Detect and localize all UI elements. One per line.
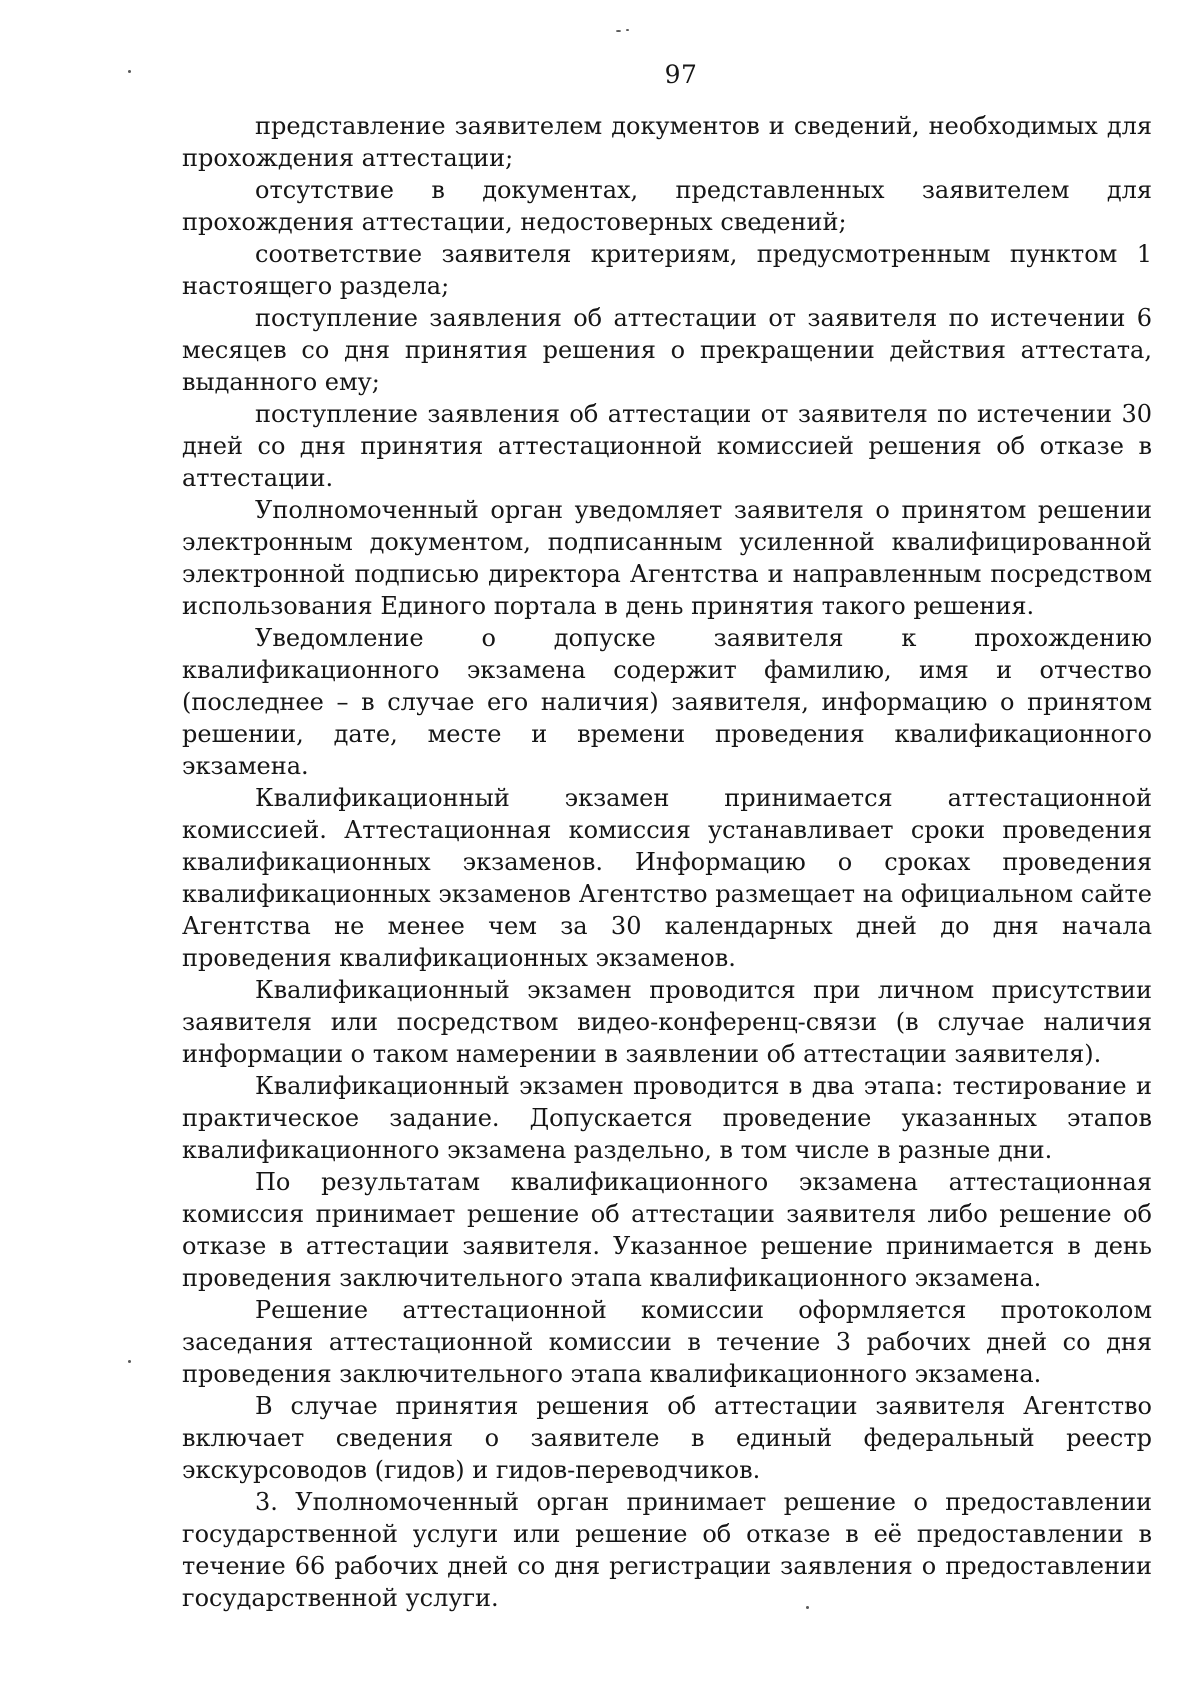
paragraph: поступление заявления об аттестации от заявителя по истечении 30 дней со дня принятия аттестационной комиссией решения об отказе в аттестации. xyxy=(182,400,1152,492)
paragraph: 3. Уполномоченный орган принимает решение о предоставлении государственной услуги или решение об отказе в её предоставлении в течение 66 рабочих дней со дня регистрации заявления о предоставлении государственной услуги. xyxy=(182,1488,1152,1612)
paragraph: Квалификационный экзамен принимается аттестационной комиссией. Аттестационная комиссия устанавливает сроки проведения квалификационных экзаменов. Информацию о сроках проведения квалификационных экзаменов Агентство размещает на официальном сайте Агентства не менее чем за 30 календарных дней до дня начала проведения квалификационных экзаменов. xyxy=(182,784,1152,972)
paragraph: отсутствие в документах, представленных заявителем для прохождения аттестации, недостоверных сведений; xyxy=(182,176,1152,236)
paragraph: Квалификационный экзамен проводится в два этапа: тестирование и практическое задание. Допускается проведение указанных этапов квалификационного экзамена раздельно, в том числе в разные дни. xyxy=(182,1072,1152,1164)
page-number: 97 xyxy=(664,60,698,89)
paragraph: По результатам квалификационного экзамена аттестационная комиссия принимает решение об аттестации заявителя либо решение об отказе в аттестации заявителя. Указанное решение принимается в день проведения заключительного этапа квалификационного экзамена. xyxy=(182,1168,1152,1292)
scan-speck xyxy=(616,30,621,32)
paragraph: В случае принятия решения об аттестации заявителя Агентство включает сведения о заявителе в единый федеральный реестр экскурсоводов (гидов) и гидов-переводчиков. xyxy=(182,1392,1152,1484)
paragraph: соответствие заявителя критериям, предусмотренным пунктом 1 настоящего раздела; xyxy=(182,240,1152,300)
document-body xyxy=(182,110,1152,1614)
scan-speck xyxy=(128,1360,131,1363)
paragraph: Квалификационный экзамен проводится при личном присутствии заявителя или посредством видео-конференц-связи (в случае наличия информации о таком намерении в заявлении об аттестации заявителя). xyxy=(182,976,1152,1068)
paragraph: Уведомление о допуске заявителя к прохождению квалификационного экзамена содержит фамилию, имя и отчество (последнее – в случае его наличия) заявителя, информацию о принятом решении, дате, месте и времени проведения квалификационного экзамена. xyxy=(182,624,1152,780)
paragraph: поступление заявления об аттестации от заявителя по истечении 6 месяцев со дня принятия решения о прекращении действия аттестата, выданного ему; xyxy=(182,304,1152,396)
paragraph: представление заявителем документов и сведений, необходимых для прохождения аттестации; xyxy=(182,112,1152,172)
scan-speck xyxy=(626,29,629,31)
paragraph: Уполномоченный орган уведомляет заявителя о принятом решении электронным документом, подписанным усиленной квалифицированной электронной подписью директора Агентства и направленным посредством использования Единого портала в день принятия такого решения. xyxy=(182,496,1152,620)
paragraph: Решение аттестационной комиссии оформляется протоколом заседания аттестационной комиссии в течение 3 рабочих дней со дня проведения заключительного этапа квалификационного экзамена. xyxy=(182,1296,1152,1388)
